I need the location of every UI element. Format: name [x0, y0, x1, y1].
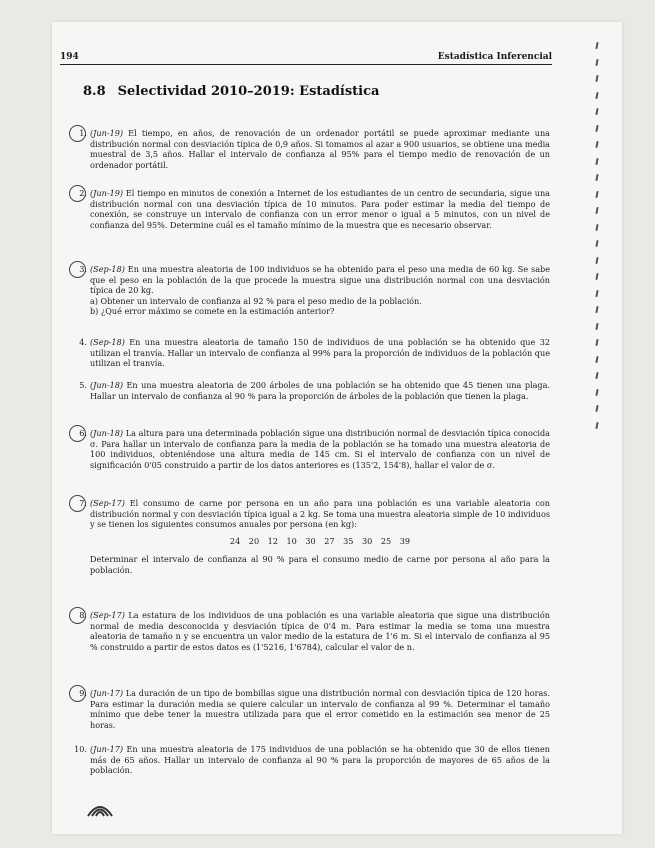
problem-2: [79, 188, 550, 230]
problem-5: [79, 380, 550, 401]
problem-text: El tiempo, en años, de renovación de un ordenador portátil se puede aproximar mediante una distribución normal con desviación típica de 0,9 años. Si tomamos al azar a 900 usuarios, se obtiene una media muestral de 3,5 años. Hallar el intervalo de confianza al 95% para el tiempo medio de renovación de un ordenador portátil.: [90, 128, 550, 170]
problem-source: (Jun-18): [90, 380, 124, 390]
problem-source: (Jun-19): [90, 128, 124, 138]
problem-text: En una muestra aleatoria de 175 individuos de una población se ha obtenido que 30 de ellos tienen más de 65 años. Hallar un intervalo de confianza al 90 % para la proporción de mayores de 65 años de la población.: [90, 744, 550, 776]
problem-number: 4.: [79, 337, 87, 347]
problem-source: (Jun-17): [90, 744, 124, 754]
section-title: Selectividad 2010–2019: Estadística: [117, 84, 380, 99]
problem-number: 3.: [79, 264, 87, 274]
running-title: Estadística Inferencial: [437, 52, 552, 62]
problem-text: La duración de un tipo de bombillas sigue una distribución normal con desviación típica de 120 horas. Para estimar la duración media se quiere calcular un intervalo de confianza al 99 %. Determinar el tamaño mínimo que debe tener la muestra utilizada para que el error cometido en la estimación sea menor de 25 horas.: [90, 688, 550, 730]
problem-source: (Sep-18): [90, 264, 125, 274]
problem-number: 7.: [79, 498, 87, 508]
problem-6: [79, 428, 550, 470]
problem-followup: Determinar el intervalo de confianza al 90 % para el consumo medio de carne por persona al año para la población.: [90, 554, 550, 575]
problem-4: [79, 337, 550, 369]
problem-number: 1.: [79, 128, 87, 138]
problem-source: (Jun-17): [90, 688, 124, 698]
problem-10: [74, 744, 550, 776]
problem-number: 6.: [79, 428, 87, 438]
problem-source: (Jun-19): [90, 188, 124, 198]
problem-number: 2.: [79, 188, 87, 198]
problem-text: En una muestra aleatoria de 100 individuos se ha obtenido para el peso una media de 60 kg. Se sabe que el peso en la población de la que procede la muestra sigue una distribución normal con una desviación típica de 20 kg.: [90, 264, 550, 296]
problem-3: [79, 264, 550, 317]
problem-number: 9.: [79, 688, 87, 698]
page-header: [60, 52, 552, 65]
part-a: a) Obtener un intervalo de confianza al 92 % para el peso medio de la población.: [90, 295, 422, 306]
problem-source: (Sep-18): [90, 337, 125, 347]
problem-1: [79, 128, 550, 170]
problem-text: En una muestra aleatoria de tamaño 150 de individuos de una población se ha obtenido que 32 utilizan el tranvía. Hallar un intervalo de confianza al 99% para la proporción de individuos de la población que utilizan el tranvía.: [90, 337, 550, 369]
problem-7: [79, 498, 550, 576]
problem-number: 10.: [74, 744, 87, 754]
problem-text: La altura para una determinada población sigue una distribución normal de desviación típica conocida σ. Para hallar un intervalo de confianza para la media de la población se ha tomado una muestra aleatoria de 100 individuos, obteniéndose una altura media de 145 cm. Si el intervalo de confianza con un nivel de significación 0'05 construido a partir de los datos anteriores es (135'2, 154'8), hallar el valor de σ.: [90, 428, 550, 470]
problem-8: [79, 610, 550, 652]
problem-text: La estatura de los individuos de una población es una variable aleatoria que sigue una distribución normal de media desconocida y desviación típica de 0'4 m. Para estimar la media se toma una muestra aleatoria de tamaño n y se encuentra un valor medio de la estatura de 1'6 m. Si el intervalo de confianza al 95 % construido a partir de estos datos es (1'5216, 1'6784), calcular el valor de n.: [90, 610, 550, 652]
problem-source: (Jun-18): [90, 428, 124, 438]
problem-source: (Sep-17): [90, 610, 125, 620]
section-heading: [83, 84, 379, 99]
problem-9: [79, 688, 550, 730]
problem-source: (Sep-17): [90, 498, 125, 508]
publisher-logo-icon: [86, 796, 114, 818]
problem-text: En una muestra aleatoria de 200 árboles de una población se ha obtenido que 45 tienen una plaga. Hallar un intervalo de confianza al 90 % para la proporción de árboles de la población que tienen la plaga.: [90, 380, 550, 401]
binding-edge-marks: [596, 42, 610, 462]
problem-text: El consumo de carne por persona en un año para una población es una variable aleatoria con distribución normal y con desviación típica igual a 2 kg. Se toma una muestra aleatoria simple de 10 individuos y se tienen los siguientes consumos anuales por persona (en kg):: [90, 498, 550, 530]
problem-number: 5.: [79, 380, 87, 390]
problem-text: El tiempo en minutos de conexión a Internet de los estudiantes de un centro de secundaria, sigue una distribución normal con una desviación típica de 10 minutos. Para poder estimar la media del tiempo de conexión, se construye un intervalo de confianza con un error menor o igual a 5 minutos, con un nivel de confianza del 95%. Determine cuál es el tamaño mínimo de la muestra que es necesario observar.: [90, 188, 550, 230]
consumption-data: 24 20 12 10 30 27 35 30 25 39: [229, 535, 411, 546]
problem-number: 8.: [79, 610, 87, 620]
section-number: 8.8: [83, 84, 106, 99]
part-b: b) ¿Qué error máximo se comete en la estimación anterior?: [90, 306, 335, 317]
page-number: 194: [60, 52, 79, 62]
